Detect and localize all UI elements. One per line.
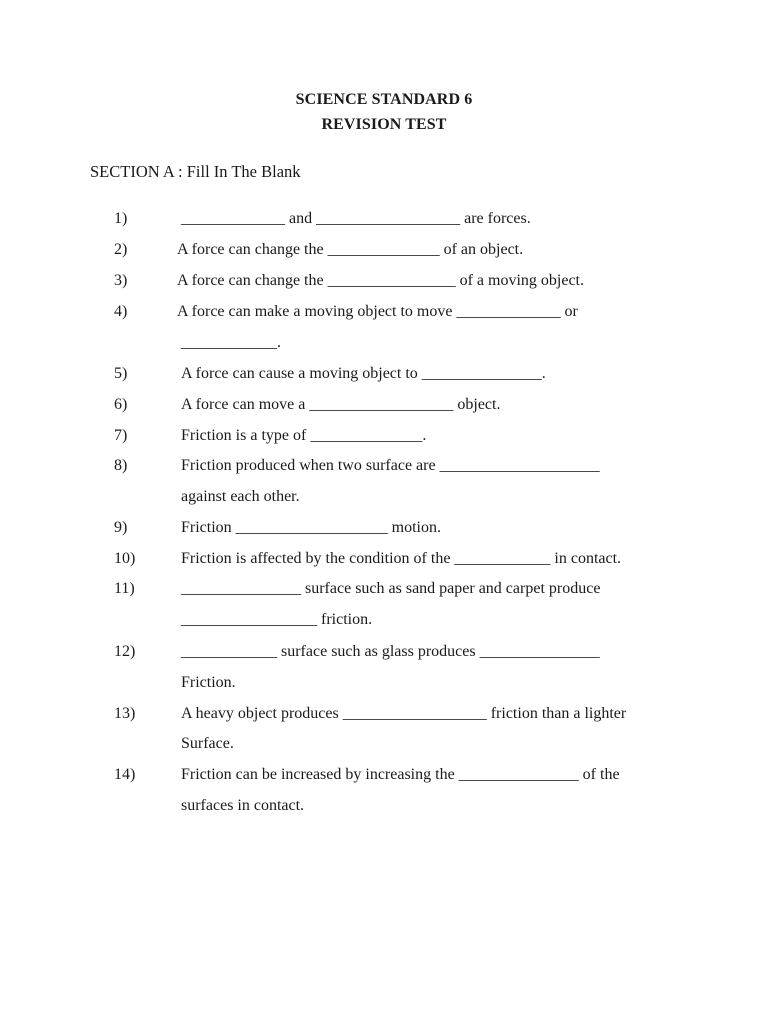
question-number: 10) [114,550,136,567]
question-number: 7) [114,427,128,444]
question-number: 14) [114,766,136,783]
question-text-continued: Friction. [181,674,236,691]
question-number: 12) [114,643,136,660]
question-text-continued: surfaces in contact. [181,797,305,814]
question-number: 9) [114,519,128,536]
document-subtitle: REVISION TEST [321,116,447,133]
document-title: SCIENCE STANDARD 6 [295,91,473,108]
question-number: 3) [114,272,128,289]
question-text: _______________ surface such as sand paper and carpet produce [181,580,601,597]
question-text: A force can change the ________________ of a moving object. [177,272,584,289]
question-text: Friction can be increased by increasing the _______________ of the [181,766,620,783]
question-text: A force can change the ______________ of an object. [177,241,524,258]
question-number: 4) [114,303,128,320]
question-number: 8) [114,457,128,474]
question-text: Friction produced when two surface are ____________________ [181,457,600,474]
question-number: 13) [114,705,136,722]
question-number: 2) [114,241,128,258]
question-number: 11) [114,580,135,597]
question-text-continued: _________________ friction. [181,611,373,628]
question-number: 1) [114,210,128,227]
question-text: A force can make a moving object to move _____________ or [177,303,578,320]
question-text: A heavy object produces __________________ friction than a lighter [181,705,627,722]
question-text: ____________ surface such as glass produces _______________ [181,643,600,660]
question-text: _____________ and __________________ are forces. [181,210,531,227]
section-heading: SECTION A : Fill In The Blank [90,162,301,181]
question-text-continued: against each other. [181,488,300,505]
question-number: 5) [114,365,128,382]
question-text: A force can cause a moving object to _______________. [181,365,546,382]
question-text: Friction is affected by the condition of the ____________ in contact. [181,550,622,567]
question-text-continued: ____________. [181,334,281,351]
question-text: Friction ___________________ motion. [181,519,441,536]
question-text-continued: Surface. [181,735,234,752]
question-text: Friction is a type of ______________. [181,427,427,444]
question-number: 6) [114,396,128,413]
question-text: A force can move a __________________ object. [181,396,501,413]
